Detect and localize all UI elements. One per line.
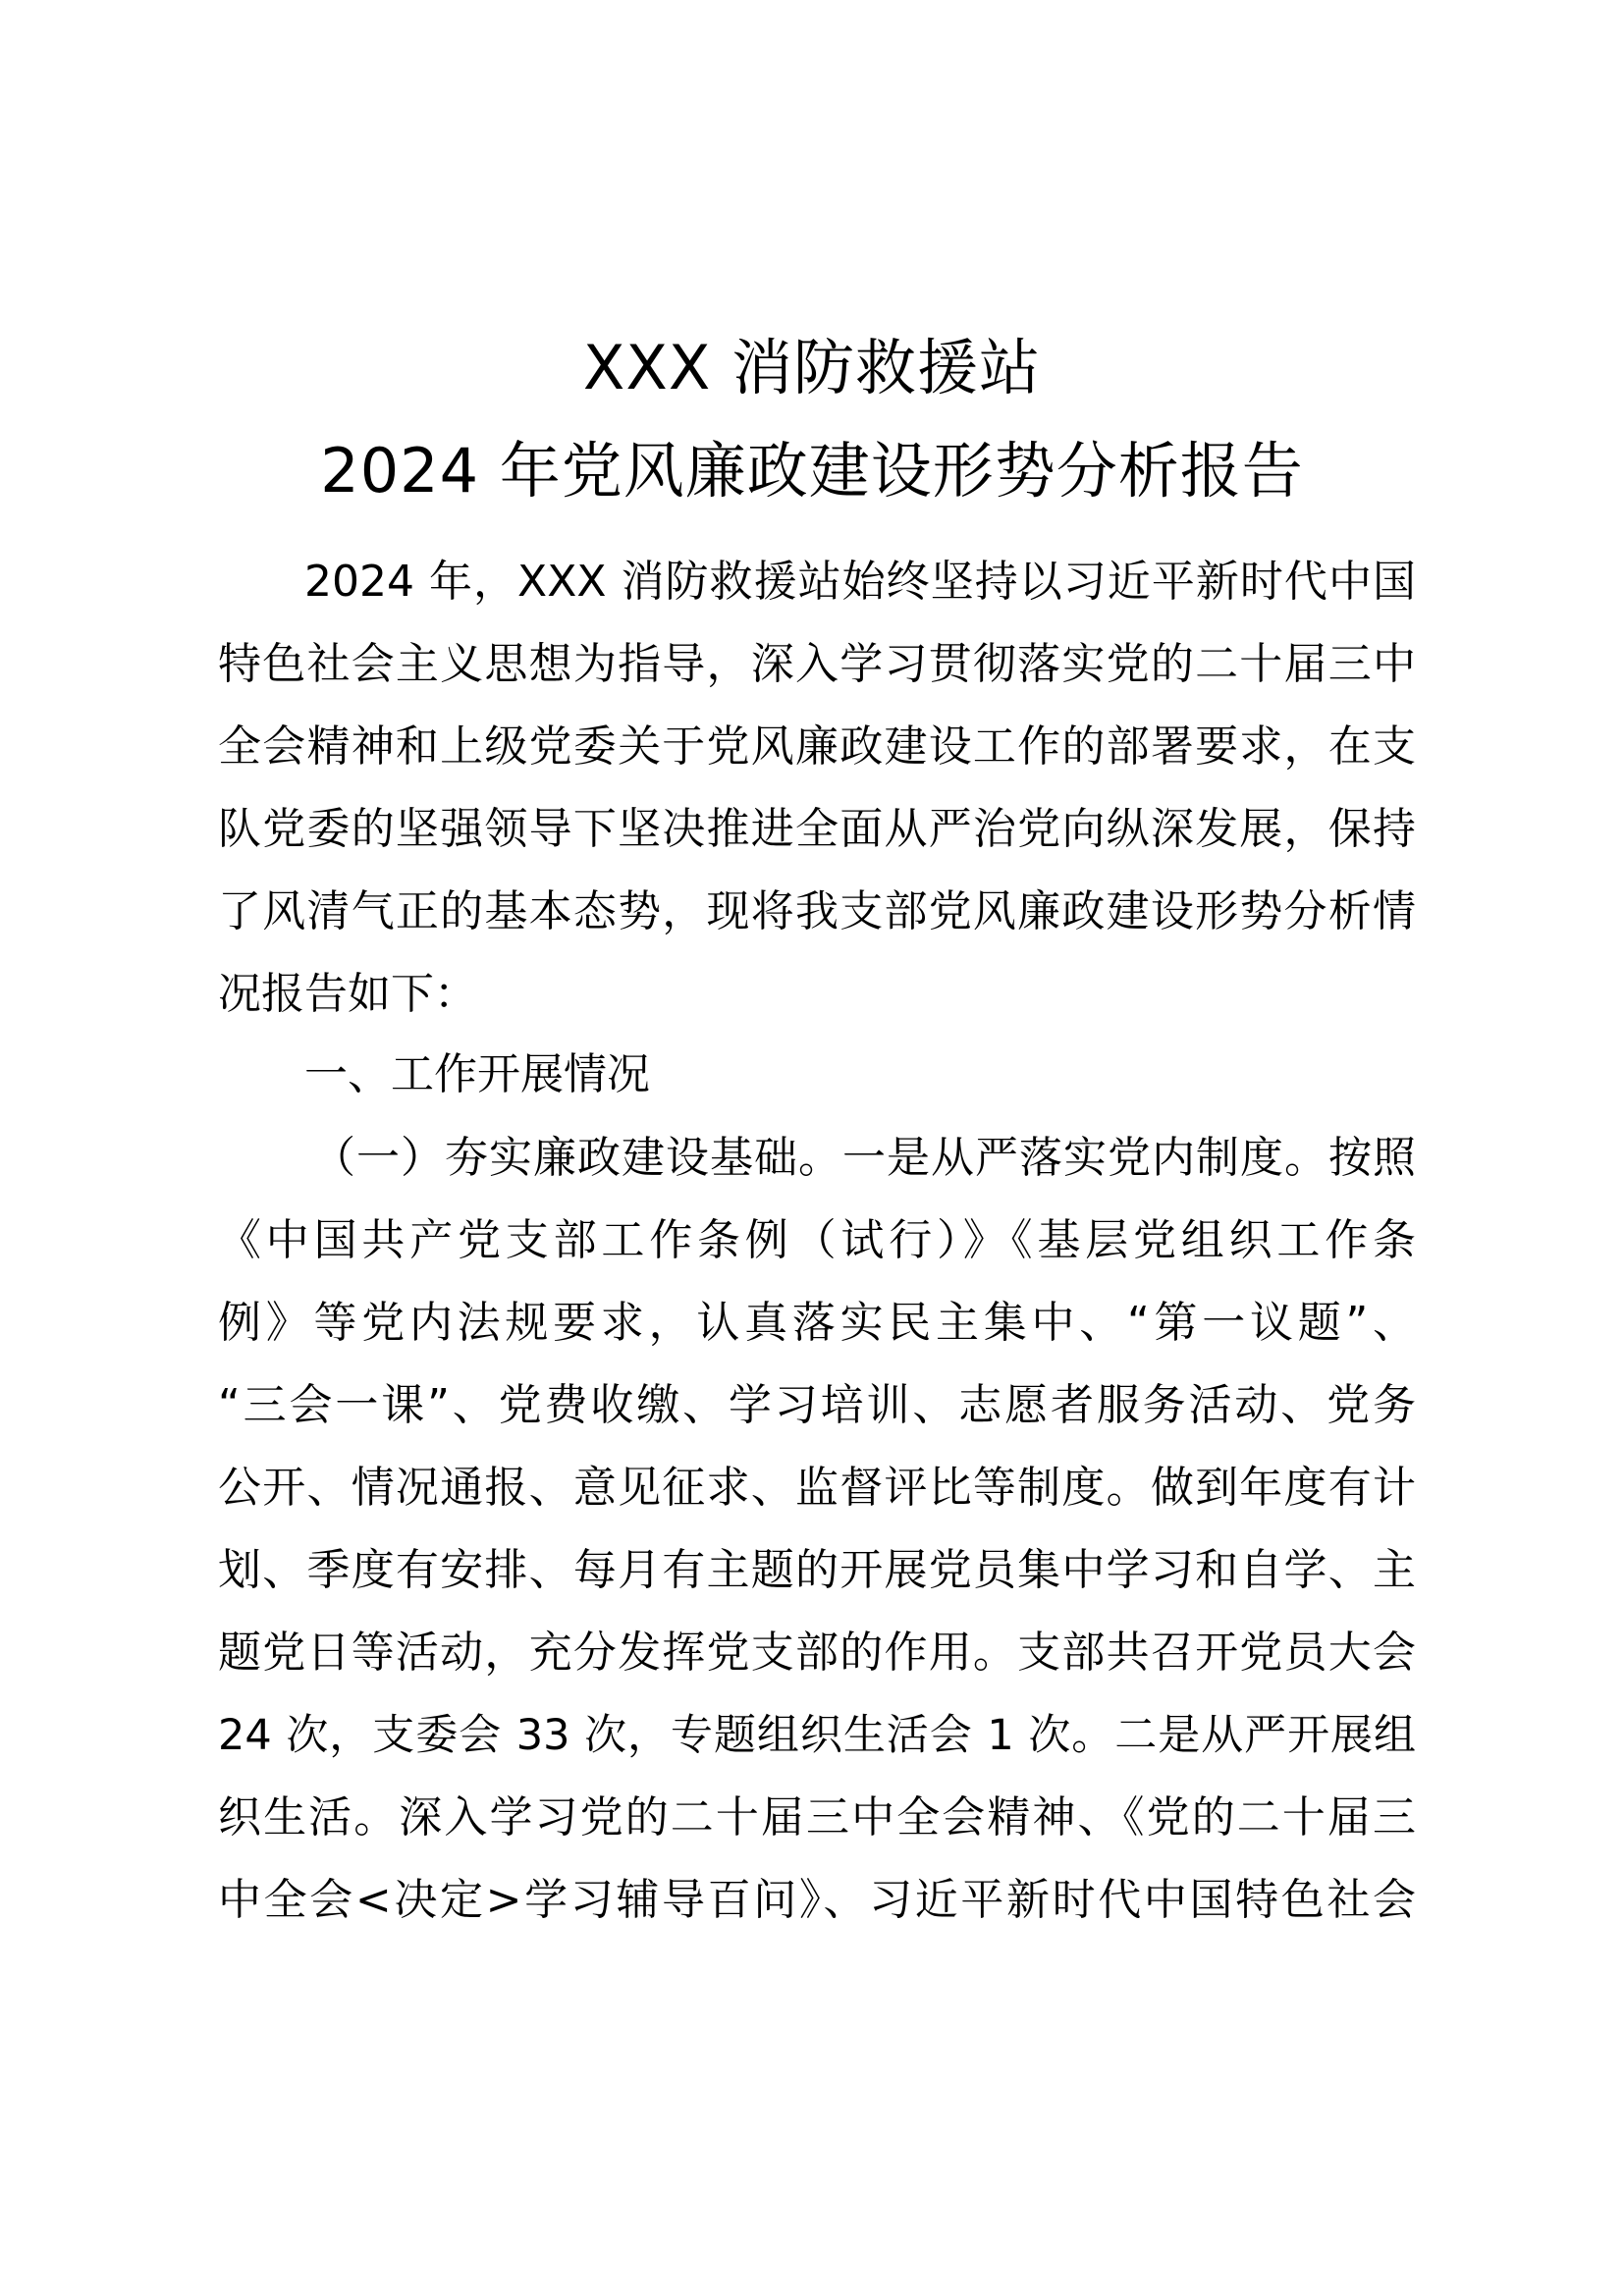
intro-line: 2024 年，XXX 消防救援站始终坚持以习近平新时代中国 [304,557,1416,607]
body-line: （一）夯实廉政建设基础。一是从严落实党内制度。按照 [312,1133,1416,1183]
intro-line: 了风清气正的基本态势，现将我支部党风廉政建设形势分析情 [218,886,1416,936]
intro-line: 队党委的坚强领导下坚决推进全面从严治党向纵深发展，保持 [218,804,1416,854]
body-line: 24 次，支委会 33 次，专题组织生活会 1 次。二是从严开展组 [218,1711,1416,1760]
body-line: 织生活。深入学习党的二十届三中全会精神、《党的二十届三 [218,1792,1416,1842]
intro-line: 况报告如下： [218,969,477,1019]
document-title-line-2: 2024 年党风廉政建设形势分析报告 [320,435,1304,507]
document-title-line-1: XXX 消防救援站 [582,332,1042,403]
body-line: 《中国共产党支部工作条例（试行）》《基层党组织工作条 [218,1215,1416,1265]
body-line: 例》等党内法规要求，认真落实民主集中、“第一议题”、 [218,1298,1416,1348]
body-line: 划、季度有安排、每月有主题的开展党员集中学习和自学、主 [218,1545,1416,1595]
body-line: “三会一课”、党费收缴、学习培训、志愿者服务活动、党务 [218,1380,1416,1430]
body-line: 中全会<决定>学习辅导百问》、习近平新时代中国特色社会 [218,1875,1416,1925]
body-line: 公开、情况通报、意见征求、监督评比等制度。做到年度有计 [218,1463,1416,1513]
intro-line: 特色社会主义思想为指导，深入学习贯彻落实党的二十届三中 [218,639,1416,689]
intro-line: 全会精神和上级党委关于党风廉政建设工作的部署要求，在支 [218,721,1416,772]
section-heading: 一、工作开展情况 [304,1049,650,1099]
body-line: 题党日等活动，充分发挥党支部的作用。支部共召开党员大会 [218,1628,1416,1678]
